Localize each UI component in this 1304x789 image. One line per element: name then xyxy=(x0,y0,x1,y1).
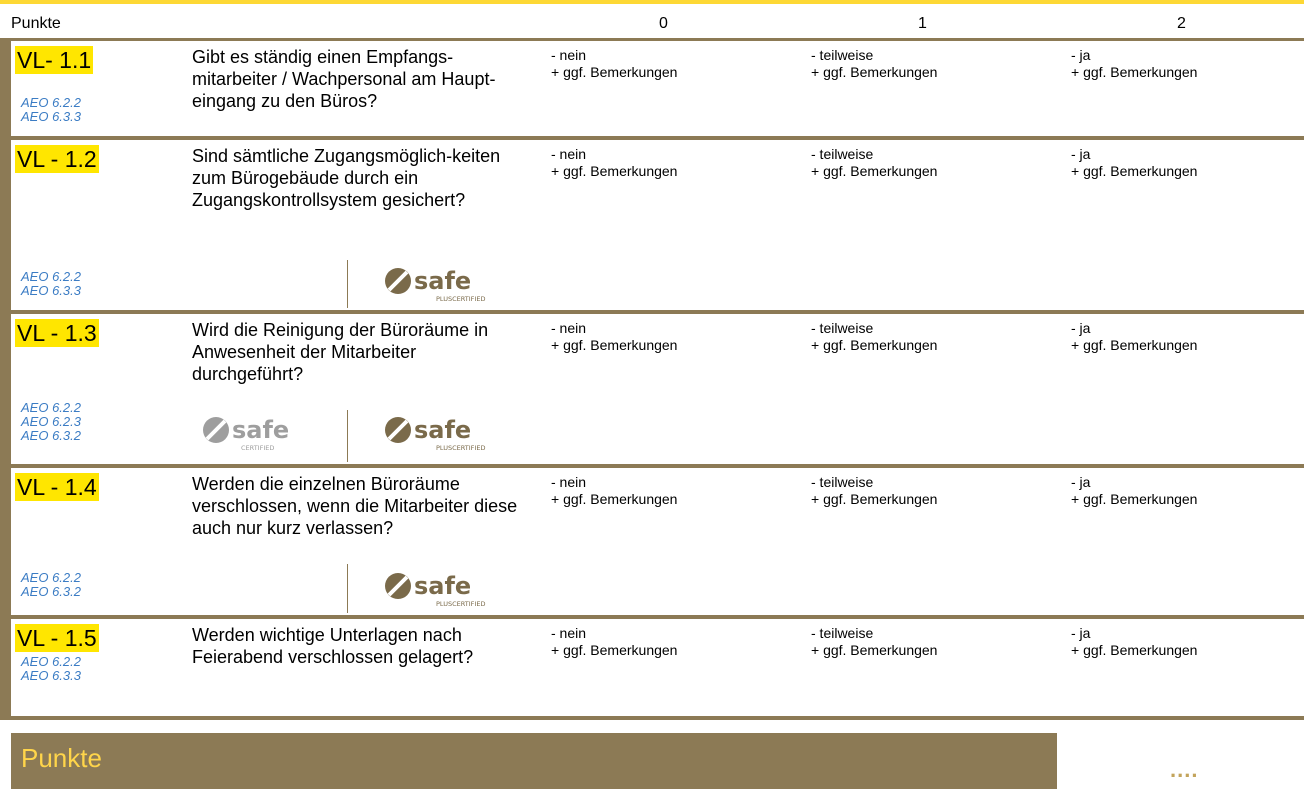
checklist-table xyxy=(0,38,1304,720)
aeo-references: AEO 6.2.2 AEO 6.3.3 xyxy=(21,654,81,683)
question-text: Sind sämtliche Zugangsmöglich-keiten zum Bürogebäude durch ein Zugangskontrollsystem gesichert? xyxy=(192,146,501,210)
header-score-2: 2 xyxy=(1177,15,1186,32)
svg-text:PLUSCERTIFIED: PLUSCERTIFIED xyxy=(436,600,486,608)
answer-cell-1[interactable]: - teilweise + ggf. Bemerkungen xyxy=(800,314,1057,464)
points-total-bar xyxy=(11,733,1057,789)
answer-cell-2[interactable]: - ja + ggf. Bemerkungen xyxy=(1060,314,1304,464)
item-id: VL - 1.2 xyxy=(17,146,97,172)
svg-text:PLUSCERTIFIED: PLUSCERTIFIED xyxy=(436,444,486,452)
answer-cell-2[interactable]: - ja + ggf. Bemerkungen xyxy=(1060,619,1304,716)
svg-text:safe: safe xyxy=(414,416,472,444)
svg-text:safe: safe xyxy=(414,267,472,295)
question-text: Werden wichtige Unterlagen nach Feierabend verschlossen gelagert? xyxy=(192,625,474,667)
answer-cell-2[interactable]: - ja + ggf. Bemerkungen xyxy=(1060,41,1304,136)
aeo-references: AEO 6.2.2 AEO 6.3.3 xyxy=(21,269,81,298)
svg-text:CERTIFIED: CERTIFIED xyxy=(241,444,275,452)
answer-cell-2[interactable]: - ja + ggf. Bemerkungen xyxy=(1060,468,1304,615)
question-cell xyxy=(11,314,537,464)
answer-cell-0[interactable]: - nein + ggf. Bemerkungen xyxy=(540,314,797,464)
safe-certified-logo xyxy=(199,412,319,454)
table-row xyxy=(11,619,1304,716)
table-header xyxy=(0,4,1304,40)
item-id: VL - 1.5 xyxy=(17,625,97,651)
header-punkte-label: Punkte xyxy=(11,15,61,32)
logo-divider xyxy=(347,410,348,462)
answer-cell-0[interactable]: - nein + ggf. Bemerkungen xyxy=(540,140,797,310)
safe-plus-certified-logo xyxy=(381,412,501,454)
aeo-references: AEO 6.2.2 AEO 6.3.3 xyxy=(21,95,81,124)
question-cell xyxy=(11,619,537,716)
item-id: VL - 1.3 xyxy=(17,320,97,346)
question-text: Wird die Reinigung der Büroräume in Anwesenheit der Mitarbeiter durchgeführt? xyxy=(192,320,489,384)
table-row xyxy=(11,468,1304,615)
aeo-references: AEO 6.2.2 AEO 6.2.3 AEO 6.3.2 xyxy=(21,400,81,443)
header-score-1: 1 xyxy=(918,15,927,32)
answer-cell-0[interactable]: - nein + ggf. Bemerkungen xyxy=(540,41,797,136)
header-score-0: 0 xyxy=(659,15,668,32)
points-total-value[interactable]: .... xyxy=(1170,757,1199,782)
table-row xyxy=(11,140,1304,310)
question-text: Gibt es ständig einen Empfangs-mitarbeiter / Wachpersonal am Haupt-eingang zu den Büros? xyxy=(192,47,496,111)
item-id: VL - 1.4 xyxy=(17,474,97,500)
question-text: Werden die einzelnen Büroräume verschlossen, wenn die Mitarbeiter diese auch nur kurz verlassen? xyxy=(192,474,518,538)
svg-text:safe: safe xyxy=(232,416,290,444)
svg-text:safe: safe xyxy=(414,572,472,600)
logo-divider xyxy=(347,260,348,308)
answer-cell-2[interactable]: - ja + ggf. Bemerkungen xyxy=(1060,140,1304,310)
svg-text:PLUSCERTIFIED: PLUSCERTIFIED xyxy=(436,295,486,303)
table-row xyxy=(11,41,1304,136)
item-id: VL- 1.1 xyxy=(17,47,92,73)
answer-cell-1[interactable]: - teilweise + ggf. Bemerkungen xyxy=(800,140,1057,310)
question-cell xyxy=(11,41,537,136)
table-row xyxy=(11,314,1304,464)
answer-cell-0[interactable]: - nein + ggf. Bemerkungen xyxy=(540,619,797,716)
answer-cell-1[interactable]: - teilweise + ggf. Bemerkungen xyxy=(800,619,1057,716)
answer-cell-1[interactable]: - teilweise + ggf. Bemerkungen xyxy=(800,468,1057,615)
safe-plus-certified-logo xyxy=(381,263,501,305)
question-cell xyxy=(11,468,537,615)
safe-plus-certified-logo xyxy=(381,568,501,610)
aeo-references: AEO 6.2.2 AEO 6.3.2 xyxy=(21,570,81,599)
points-total-label: Punkte xyxy=(21,743,102,773)
question-cell xyxy=(11,140,537,310)
answer-cell-1[interactable]: - teilweise + ggf. Bemerkungen xyxy=(800,41,1057,136)
logo-divider xyxy=(347,564,348,613)
answer-cell-0[interactable]: - nein + ggf. Bemerkungen xyxy=(540,468,797,615)
